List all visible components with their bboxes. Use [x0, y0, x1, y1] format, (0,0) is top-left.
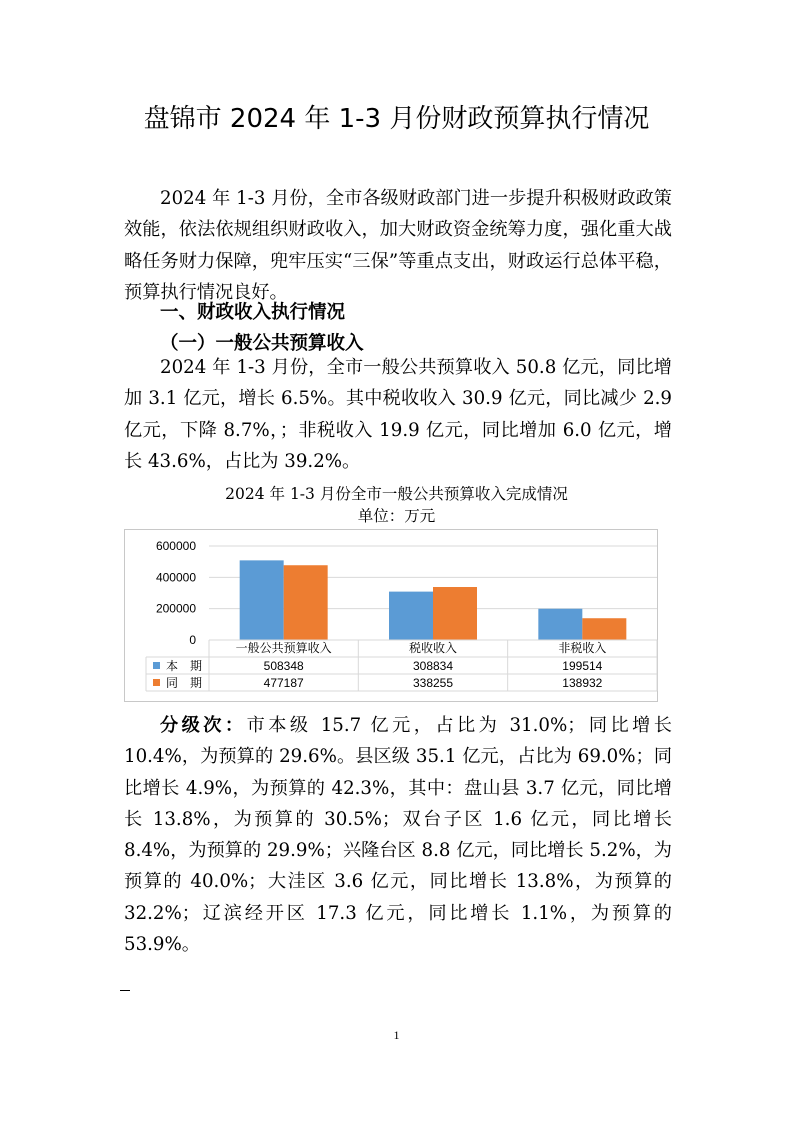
category-label: 一般公共预算收入	[235, 641, 332, 655]
bar-current	[389, 592, 433, 640]
bar-prior	[582, 618, 626, 640]
y-tick-label: 0	[189, 633, 196, 647]
y-tick-label: 200000	[155, 601, 196, 616]
level-label: 分级次：	[160, 715, 247, 736]
chart-title: 2024 年 1-3 月份全市一般公共预算收入完成情况	[225, 485, 568, 503]
legend-label: 同 期	[166, 676, 203, 690]
footnote-dash	[120, 990, 130, 991]
table-value: 199514	[562, 659, 603, 673]
page-number: 1	[393, 1028, 400, 1042]
subsection-heading-general-budget: （一）一般公共预算收入	[160, 333, 364, 354]
table-value: 338255	[412, 676, 454, 690]
legend-swatch	[153, 662, 160, 669]
legend-swatch	[153, 679, 160, 686]
category-label: 非税收入	[558, 641, 607, 655]
bar-prior	[433, 587, 477, 640]
section-heading-revenue: 一、财政收入执行情况	[160, 302, 346, 323]
level-paragraph	[124, 710, 672, 960]
table-value: 308834	[412, 659, 454, 673]
table-value: 477187	[263, 676, 304, 690]
bar-prior	[284, 565, 328, 640]
table-value: 508348	[263, 659, 304, 673]
document-title: 盘锦市 2024 年 1-3 月份财政预算执行情况	[143, 104, 650, 134]
bar-chart	[124, 529, 658, 702]
y-tick-label: 400000	[155, 570, 196, 585]
table-value: 138932	[562, 676, 603, 690]
level-text: 市本级 15.7 亿元，占比为 31.0%；同比增长 10.4%，为预算的 29.6%。县区级 35.1 亿元，占比为 69.0%；同比增长 4.9%，为预算的 42.3%，其中：盘山县 3.7 亿元，同比增长 13.8%，为预算的 30.5%；双台子区 1.6 亿元，同比增长 8.4%，为预算的 29.9%；兴隆台区 8.8 亿元，同比增长 5.2%，为预算的 40.0%；大洼区 3.6 亿元，同比增长 13.8%，为预算的 32.2%；辽滨经开区 17.3 亿元，同比增长 1.1%，为预算的 53.9%。	[124, 715, 672, 956]
intro-paragraph: 2024 年 1-3 月份，全市各级财政部门进一步提升积极财政政策效能，依法依规组织财政收入，加大财政资金统筹力度，强化重大战略任务财力保障，兜牢压实“三保”等重点支出，财政运行总体平稳，预算执行情况良好。	[124, 188, 672, 303]
category-label: 税收收入	[408, 641, 458, 655]
revenue-paragraph: 2024 年 1-3 月份，全市一般公共预算收入 50.8 亿元，同比增加 3.1 亿元，增长 6.5%。其中税收收入 30.9 亿元，同比减少 2.9 亿元，下降 8.7%，；非税收入 19.9 亿元，同比增加 6.0 亿元，增长 43.6%，占比为 39.2%。	[124, 357, 672, 472]
bar-current	[538, 609, 582, 640]
legend-label: 本 期	[166, 659, 203, 673]
y-tick-label: 600000	[155, 539, 196, 553]
bar-current	[240, 560, 284, 640]
chart-subtitle: 单位：万元	[357, 507, 436, 525]
